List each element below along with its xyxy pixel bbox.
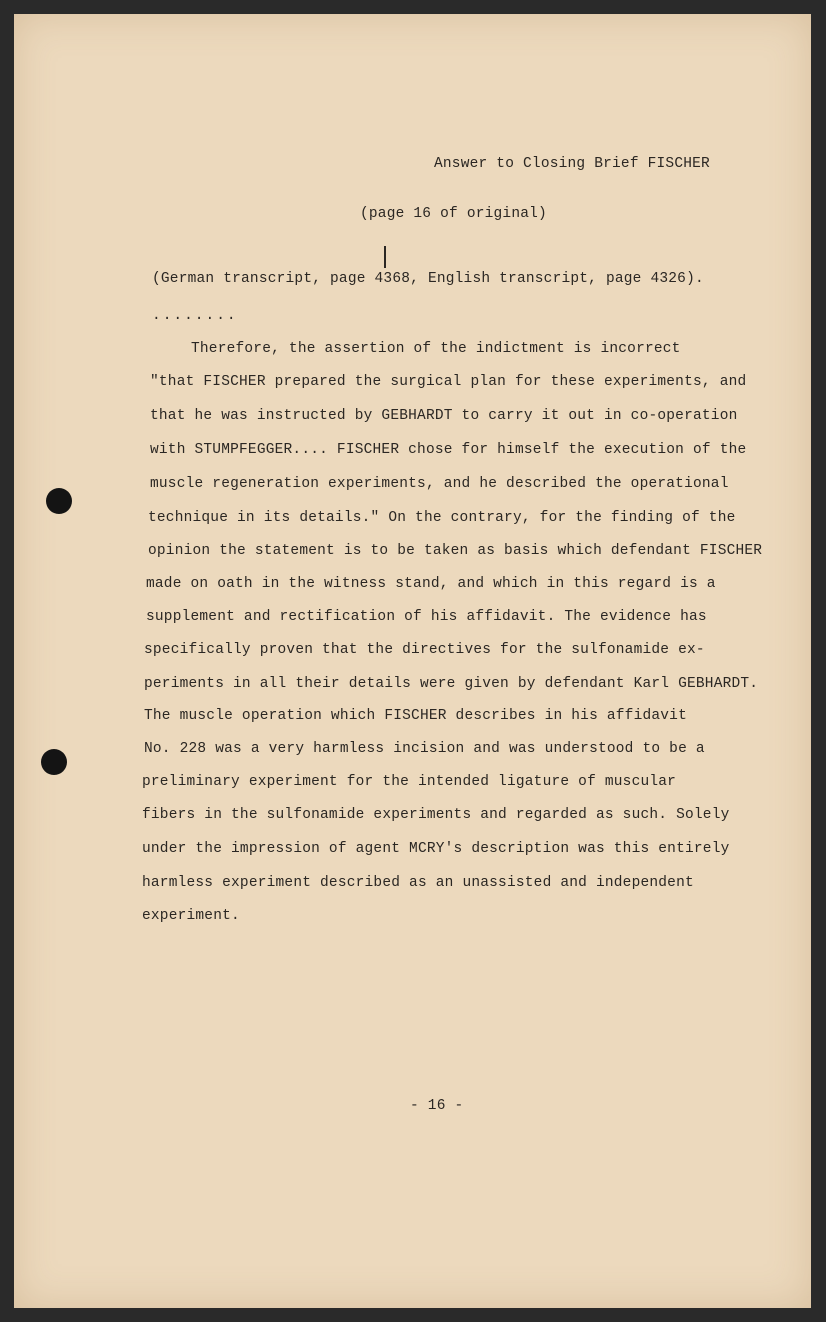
- insertion-mark: [384, 246, 386, 268]
- body-line: "that FISCHER prepared the surgical plan for these experiments, and: [150, 374, 747, 390]
- body-line: experiment.: [142, 908, 240, 924]
- body-line: specifically proven that the directives for the sulfonamide ex-: [144, 642, 705, 658]
- page-reference: (page 16 of original): [360, 206, 547, 222]
- body-line: under the impression of agent MCRY's description was this entirely: [142, 841, 730, 857]
- body-line: with STUMPFEGGER.... FISCHER chose for himself the execution of the: [150, 442, 747, 458]
- body-line: fibers in the sulfonamide experiments and regarded as such. Solely: [142, 807, 730, 823]
- body-line: opinion the statement is to be taken as basis which defendant FISCHER: [148, 543, 763, 559]
- body-line: preliminary experiment for the intended ligature of muscular: [142, 774, 677, 790]
- body-line: that he was instructed by GEBHARDT to carry it out in co-operation: [150, 408, 738, 424]
- body-line: harmless experiment described as an unassisted and independent: [142, 875, 694, 891]
- page-number: - 16 -: [410, 1098, 464, 1114]
- punch-hole-upper: [46, 488, 72, 514]
- document-page: [14, 14, 811, 1308]
- document-title: Answer to Closing Brief FISCHER: [434, 156, 710, 172]
- body-line: No. 228 was a very harmless incision and was understood to be a: [144, 741, 705, 757]
- punch-hole-lower: [41, 749, 67, 775]
- body-line: Therefore, the assertion of the indictment is incorrect: [191, 341, 681, 357]
- body-line: The muscle operation which FISCHER describes in his affidavit: [144, 708, 687, 724]
- ellipsis: ........: [152, 308, 238, 324]
- transcript-reference: (German transcript, page 4368, English transcript, page 4326).: [152, 271, 704, 287]
- body-line: muscle regeneration experiments, and he described the operational: [150, 476, 729, 492]
- body-line: made on oath in the witness stand, and which in this regard is a: [146, 576, 716, 592]
- body-line: supplement and rectification of his affidavit. The evidence has: [146, 609, 707, 625]
- body-line: technique in its details." On the contrary, for the finding of the: [148, 510, 736, 526]
- body-line: periments in all their details were given by defendant Karl GEBHARDT.: [144, 676, 759, 692]
